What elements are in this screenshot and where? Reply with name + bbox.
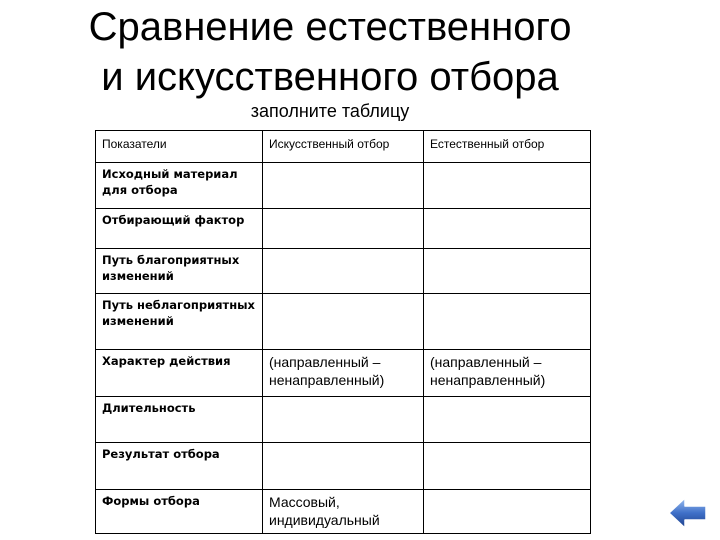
table-row (96, 443, 591, 490)
comparison-table (95, 130, 591, 534)
natural-cell[interactable]: (направленный – ненаправленный) (424, 350, 591, 397)
artificial-cell[interactable] (263, 163, 424, 209)
slide-title (0, 2, 660, 102)
artificial-cell[interactable] (263, 294, 424, 350)
header-natural-selection: Естественный отбор (424, 131, 591, 163)
row-label: Путь неблагоприятных изменений (96, 294, 263, 350)
row-label: Формы отбора (96, 490, 263, 534)
artificial-cell[interactable]: Массовый, индивидуальный (263, 490, 424, 534)
table-row (96, 209, 591, 249)
natural-cell[interactable] (424, 163, 591, 209)
back-button[interactable] (668, 496, 708, 530)
row-label: Результат отбора (96, 443, 263, 490)
table-row (96, 294, 591, 350)
slide-title-line-1: Сравнение естественного (88, 5, 572, 49)
table-row (96, 350, 591, 397)
natural-cell[interactable] (424, 443, 591, 490)
natural-cell[interactable] (424, 490, 591, 534)
natural-cell[interactable] (424, 294, 591, 350)
artificial-cell[interactable]: (направленный – ненаправленный) (263, 350, 424, 397)
row-label: Характер действия (96, 350, 263, 397)
table-row (96, 163, 591, 209)
row-label: Путь благоприятных изменений (96, 249, 263, 294)
natural-cell[interactable] (424, 397, 591, 443)
natural-cell[interactable] (424, 249, 591, 294)
back-arrow-icon (668, 496, 708, 530)
table-row (96, 490, 591, 534)
artificial-cell[interactable] (263, 249, 424, 294)
artificial-cell[interactable] (263, 443, 424, 490)
table-header-row (96, 131, 591, 163)
natural-cell[interactable] (424, 209, 591, 249)
table-row (96, 397, 591, 443)
row-label: Исходный материал для отбора (96, 163, 263, 209)
row-label: Отбирающий фактор (96, 209, 263, 249)
header-artificial-selection: Искусственный отбор (263, 131, 424, 163)
row-label: Длительность (96, 397, 263, 443)
slide-title-line-2: и искусственного отбора (101, 55, 559, 99)
slide-subtitle: заполните таблицу (250, 101, 410, 121)
header-indicators: Показатели (96, 131, 263, 163)
artificial-cell[interactable] (263, 209, 424, 249)
artificial-cell[interactable] (263, 397, 424, 443)
table-row (96, 249, 591, 294)
